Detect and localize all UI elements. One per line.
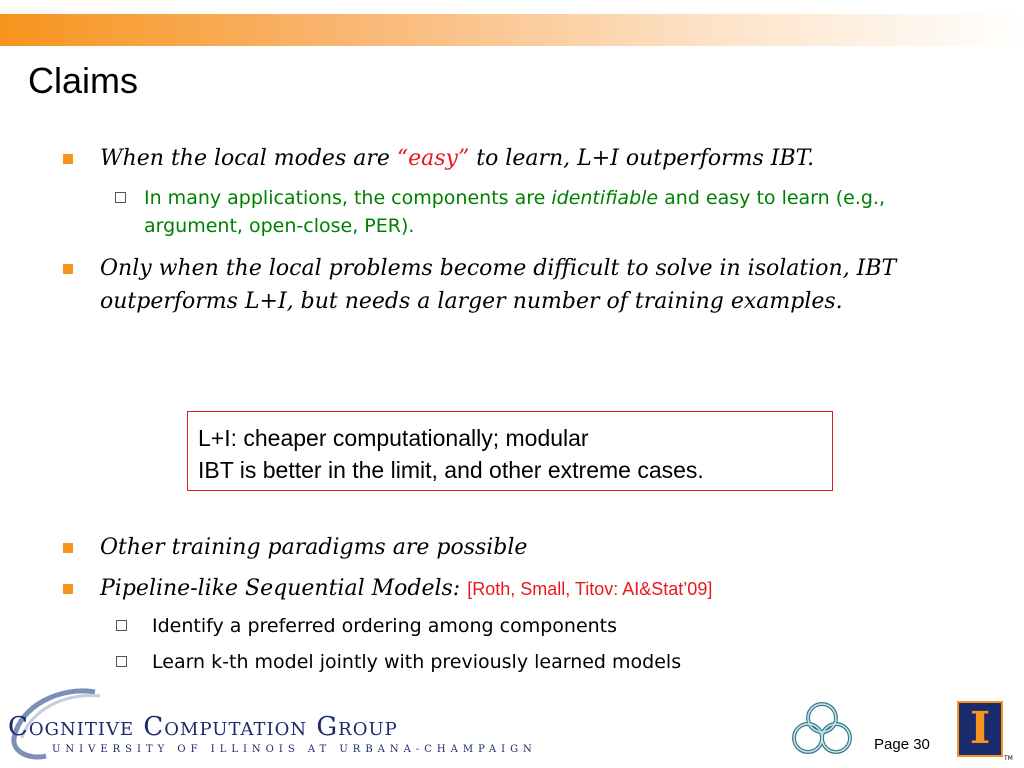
bullet-square-icon [63,264,73,274]
header-gradient-bar [0,14,1024,46]
bullet-square-icon [63,584,73,594]
uiuc-block-i-logo [957,701,1003,757]
bullet-2 [100,252,896,318]
bullet-1 [100,142,814,175]
sub-text: In many applications, the components are [144,187,552,209]
sub-text: Identify a preferred ordering among components [152,615,618,637]
slide-title: Claims [28,60,139,101]
page-number: Page 30 [874,736,930,753]
bullet-4-sub-1 [152,612,617,640]
callout-box [187,411,833,491]
bullet-1-text: When the local modes are [100,146,397,171]
bullet-1-highlight: “easy” [396,146,470,171]
bullet-3-text: Other training paradigms are possible [100,535,528,560]
bullet-square-icon [63,154,73,164]
celtic-knot-icon [790,700,854,760]
sub-text-line2: argument, open-close, PER). [144,215,415,237]
sub-text-end: and easy to learn (e.g., [658,187,886,209]
bullet-1-sub-1 [144,184,885,240]
bullet-hollow-square-icon [115,192,126,203]
university-subtitle: UNIVERSITY OF ILLINOIS AT URBANA-CHAMPAIGN [52,744,537,755]
sub-text: Learn k-th model jointly with previously learned models [152,651,682,673]
bullet-2-line2: outperforms L+I, but needs a larger number of training examples. [100,289,843,314]
bullet-hollow-square-icon [116,620,127,631]
bullet-hollow-square-icon [116,656,127,667]
bullet-square-icon [63,543,73,553]
cognitive-computation-group-logo: Cognitive Computation Group [8,712,398,742]
bullet-4-text: Pipeline-like Sequential Models: [100,576,468,601]
uiuc-letter: I [969,703,991,754]
bullet-4-reference: [Roth, Small, Titov: AI&Stat’09] [467,579,713,599]
bullet-4 [100,572,712,606]
bullet-4-sub-2 [152,648,681,676]
bullet-2-line1: Only when the local problems become difficult to solve in isolation, IBT [100,256,897,281]
callout-line-1: L+I: cheaper computationally; modular [198,425,589,451]
sub-text-emphasis: identifiable [551,187,659,209]
bullet-1-text-end: to learn, L+I outperforms IBT. [469,146,815,171]
trademark-mark: TM [1004,755,1013,762]
callout-line-2: IBT is better in the limit, and other extreme cases. [198,457,704,483]
bullet-3 [100,531,527,564]
